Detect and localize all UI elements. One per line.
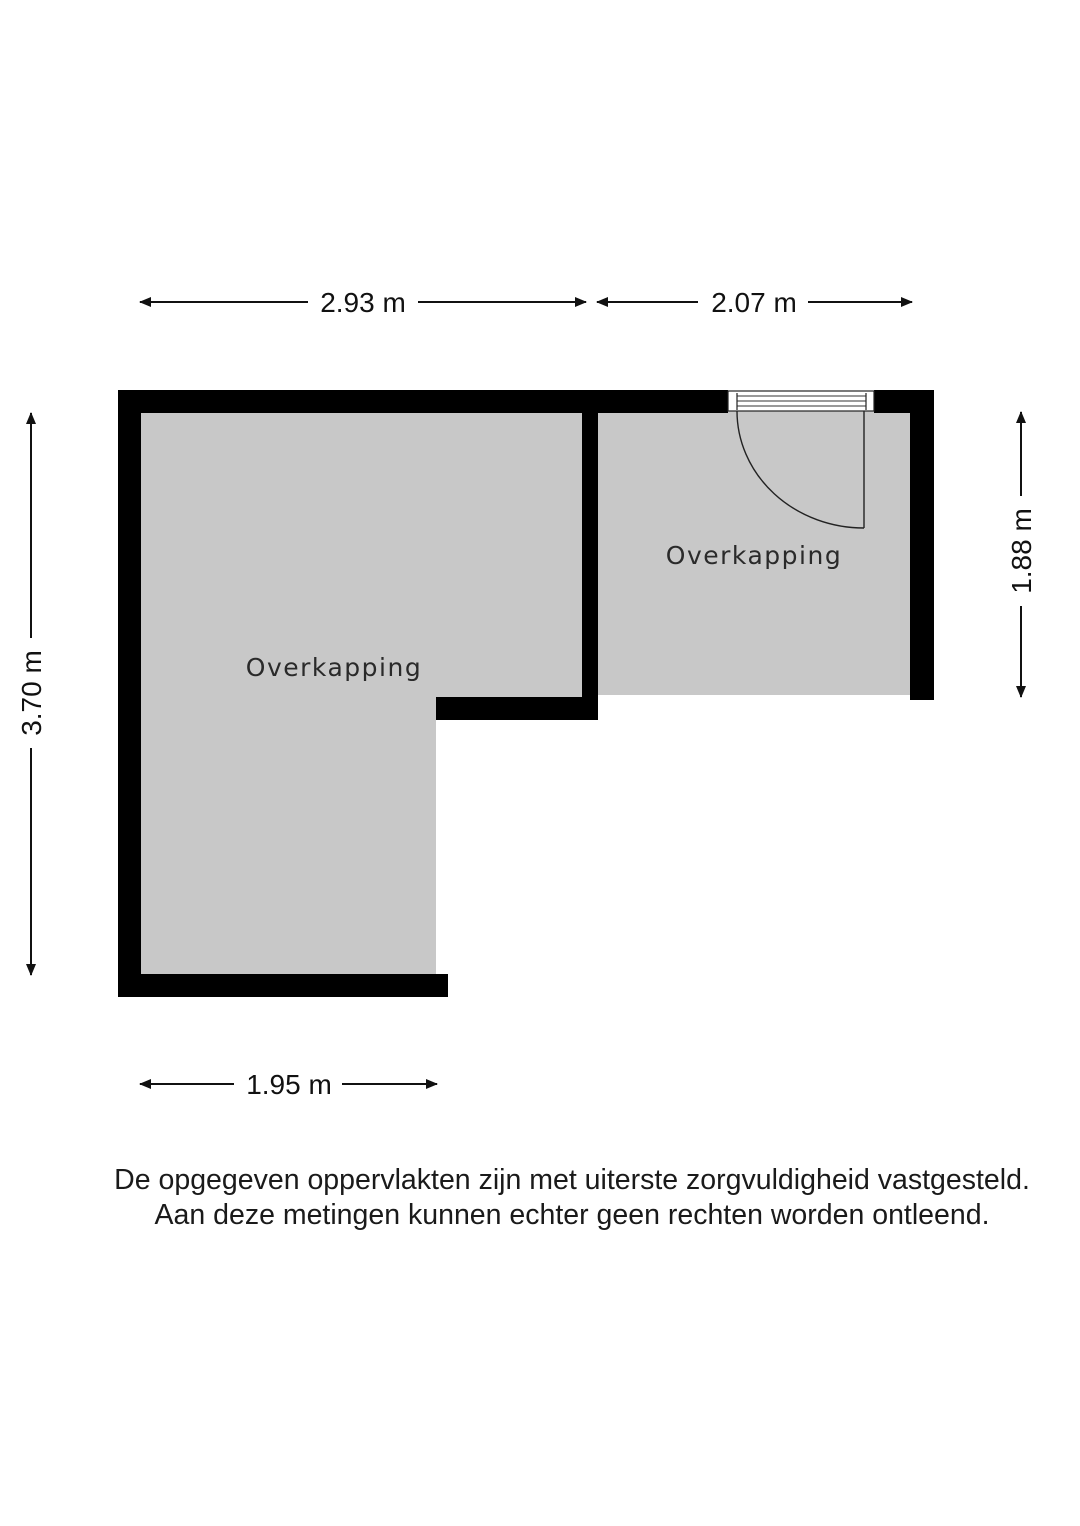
disclaimer-line-2: Aan deze metingen kunnen echter geen rechten worden ontleend. bbox=[154, 1199, 990, 1231]
dimension-label: 1.95 m bbox=[246, 1069, 332, 1100]
window-icon bbox=[728, 391, 874, 411]
dimension-right bbox=[1006, 412, 1037, 697]
wall-right bbox=[910, 390, 934, 700]
dimension-bottom bbox=[140, 1069, 437, 1100]
wall-top-left bbox=[118, 390, 728, 413]
dimension-top-left bbox=[140, 287, 586, 318]
dimension-top-right bbox=[597, 287, 912, 318]
dimension-label: 1.88 m bbox=[1006, 508, 1037, 594]
disclaimer-line-1: De opgegeven oppervlakten zijn met uiterste zorgvuldigheid vastgesteld. bbox=[114, 1164, 1030, 1196]
disclaimer bbox=[0, 1163, 1080, 1233]
floors bbox=[140, 411, 912, 976]
wall-bottom bbox=[118, 974, 448, 997]
wall-divider bbox=[582, 390, 598, 720]
room-label-left: Overkapping bbox=[245, 653, 423, 682]
dimension-label: 2.07 m bbox=[711, 287, 797, 318]
dimension-label: 2.93 m bbox=[320, 287, 406, 318]
wall-left bbox=[118, 390, 141, 997]
dimension-left bbox=[16, 413, 47, 975]
dimension-label: 3.70 m bbox=[16, 650, 47, 736]
wall-inner-step bbox=[436, 697, 598, 720]
floor-left-room bbox=[140, 411, 582, 976]
room-label-right: Overkapping bbox=[665, 541, 843, 570]
